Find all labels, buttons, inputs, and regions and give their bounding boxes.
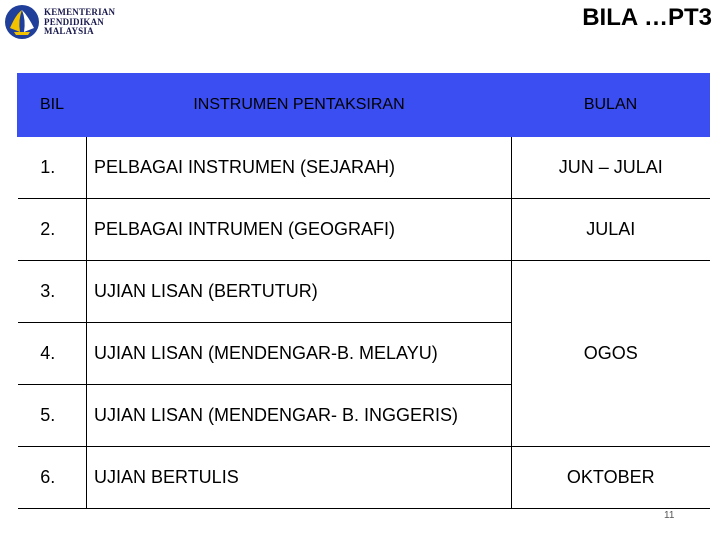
logo-line-3: MALAYSIA [44,26,94,36]
table-row [18,261,710,323]
header-bulan: BULAN [512,74,710,137]
row-bil: 3. [18,261,87,323]
ministry-emblem-icon [4,4,40,40]
ministry-logo [4,4,128,40]
row-bulan: JUN – JULAI [512,137,710,199]
row-bil: 6. [18,447,87,509]
assessment-schedule-table [17,73,710,509]
row-instrumen: UJIAN BERTULIS [87,447,512,509]
row-bulan-merged: OGOS [512,261,710,447]
row-bil: 2. [18,199,87,261]
table-row [18,137,710,199]
row-bil: 4. [18,323,87,385]
table-header-row [18,74,710,137]
row-bil: 1. [18,137,87,199]
row-instrumen: UJIAN LISAN (BERTUTUR) [87,261,512,323]
table-row [18,199,710,261]
logo-wordmark [44,8,115,37]
logo-line-2: PENDIDIKAN [44,16,105,27]
header-bil: BIL [18,74,87,137]
row-instrumen: UJIAN LISAN (MENDENGAR-B. MELAYU) [87,323,512,385]
page-number: 11 [664,510,675,521]
row-bil: 5. [18,385,87,447]
row-instrumen: PELBAGAI INSTRUMEN (SEJARAH) [87,137,512,199]
logo-line-1: KEMENTERIAN [44,7,116,17]
row-instrumen: PELBAGAI INTRUMEN (GEOGRAFI) [87,199,512,261]
row-bulan: JULAI [512,199,710,261]
slide-title: BILA …PT3 [582,4,712,31]
table-row [18,447,710,509]
header-instrumen: INSTRUMEN PENTAKSIRAN [87,74,512,137]
row-bulan: OKTOBER [512,447,710,509]
row-instrumen: UJIAN LISAN (MENDENGAR- B. INGGERIS) [87,385,512,447]
